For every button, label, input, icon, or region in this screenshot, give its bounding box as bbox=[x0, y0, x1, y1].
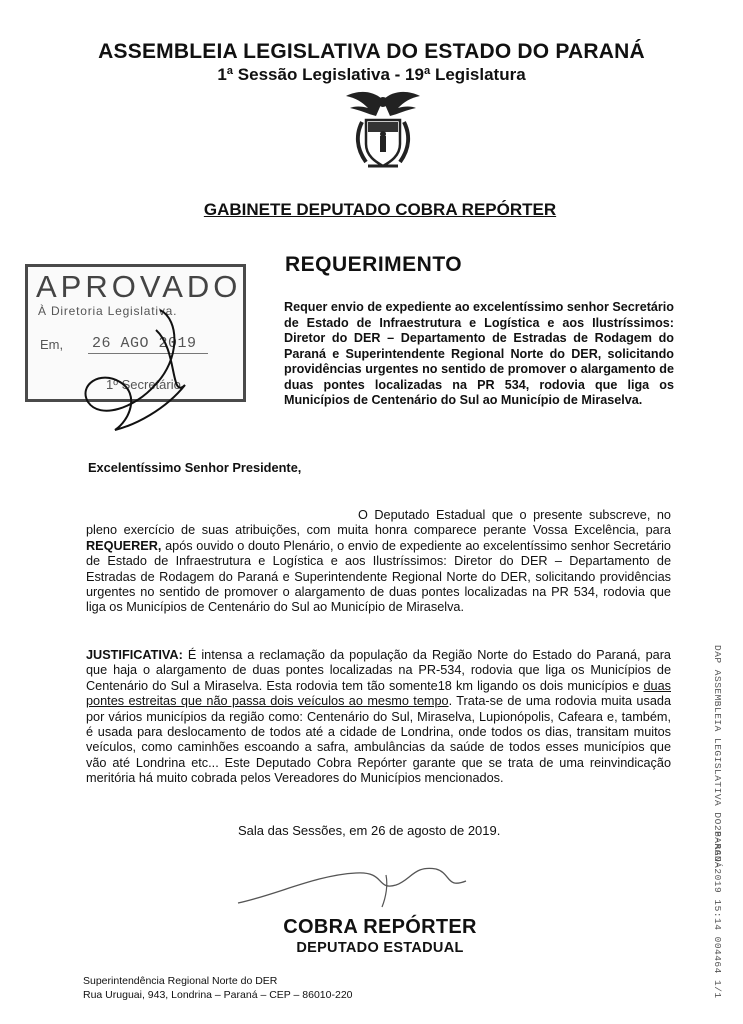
recipient-line-1: Superintendência Regional Norte do DER bbox=[83, 975, 278, 987]
request-text-b: após ouvido o douto Plenário, o envio de expediente ao excelentíssimo senhor Secretário de Estado de Infraestrutura e Logística e aos Ilustríssimos: Diretor do DER – Departamento de Estradas de Rodagem do Paraná e Superintendente Regional Norte do DER, solicitando providências urgentes no sentido de promover o alargamento de duas pontes localizadas na PR 534, rodovia que liga os Municípios de Centenário do Sul ao Município de Miraselva. bbox=[86, 538, 671, 615]
justification-underlined: duas pontes estreitas que não passa dois veículos ao mesmo tempo bbox=[86, 678, 671, 709]
stamp-em-label: Em, bbox=[40, 337, 64, 352]
request-keyword: REQUERER, bbox=[86, 538, 162, 553]
signer-role: DEPUTADO ESTADUAL bbox=[296, 940, 464, 956]
justification-text-a: É intensa a reclamação da população da Região Norte do Estado do Paraná, para que haja o alargamento de duas pontes localizadas na PR-534, rodovia que liga os Municípios de Centenário do Sul a Miraselva. Esta rodovia tem tão somente18 km ligando os dois municípios e bbox=[86, 648, 671, 693]
justification-text-b: . Trata-se de uma rodovia muita usada por vários municípios da região como: Centenário do Sul, Miraselva, Lupionópolis, Cafeara e, também, é usada para deslocamento de todos até a cidade de Londrina, onde todos os dias, transitam muitos veículos, como caminhões escoando a safra, ambulâncias da saúde de todos esses municípios que vão até Londrina etc... Este Deputado Cobra Repórter garante que se trata de uma reinvindicação meritória há muito cobrada pelos Vereadores do Municípios mencionados. bbox=[86, 694, 672, 786]
coat-of-arms-icon bbox=[338, 86, 428, 176]
request-text-a: O Deputado Estadual que o presente subscreve, no pleno exercício de suas atribuições, com muita honra comparece perante Vossa Excelência, para bbox=[86, 508, 671, 538]
stamp-secretary: 1º Secretário bbox=[106, 377, 181, 392]
stamp-handwritten-signature bbox=[60, 290, 210, 440]
document-title: REQUERIMENTO bbox=[285, 253, 463, 276]
legislature-session: 1ª Sessão Legislativa - 19ª Legislatura bbox=[217, 65, 526, 84]
closing-line: Sala das Sessões, em 26 de agosto de 2019. bbox=[238, 823, 501, 838]
protocol-stamp-institution: DAP ASSEMBLEIA LEGISLATIVA DO PARANÁ bbox=[712, 645, 723, 869]
justification-label: JUSTIFICATIVA: bbox=[86, 648, 183, 662]
request-summary: Requer envio de expediente ao excelentíssimo senhor Secretário de Estado de Infraestrutura e Logística e aos Ilustríssimos: Diretor do DER – Departamento de Estradas de Rodagem do Paraná e Superintendente Regional Norte do DER, solicitando providências urgentes no sentido de promover o alargamento de duas pontes localizadas na PR 534, rodovia que liga os Municípios de Centenário do Sul ao Município de Miraselva. bbox=[284, 300, 674, 407]
institution-title: ASSEMBLEIA LEGISLATIVA DO ESTADO DO PARANÁ bbox=[98, 40, 645, 63]
protocol-stamp-timestamp: 26-AGO-2019 15:14 004464 1/1 bbox=[712, 825, 723, 999]
stamp-date: 26 AGO 2019 bbox=[92, 335, 197, 352]
recipient-address: Rua Uruguai, 943, Londrina – Paraná – CEP – 86010-220 bbox=[83, 989, 353, 1001]
justification-paragraph bbox=[86, 648, 671, 787]
stamp-subtitle: À Diretoria Legislativa. bbox=[38, 304, 178, 318]
greeting: Excelentíssimo Senhor Presidente, bbox=[88, 460, 302, 475]
stamp-title: APROVADO bbox=[36, 269, 242, 304]
signer-name: COBRA REPÓRTER bbox=[283, 916, 477, 938]
office-title: GABINETE DEPUTADO COBRA REPÓRTER bbox=[203, 200, 557, 219]
deputy-handwritten-signature bbox=[236, 855, 486, 915]
request-paragraph bbox=[86, 508, 671, 616]
